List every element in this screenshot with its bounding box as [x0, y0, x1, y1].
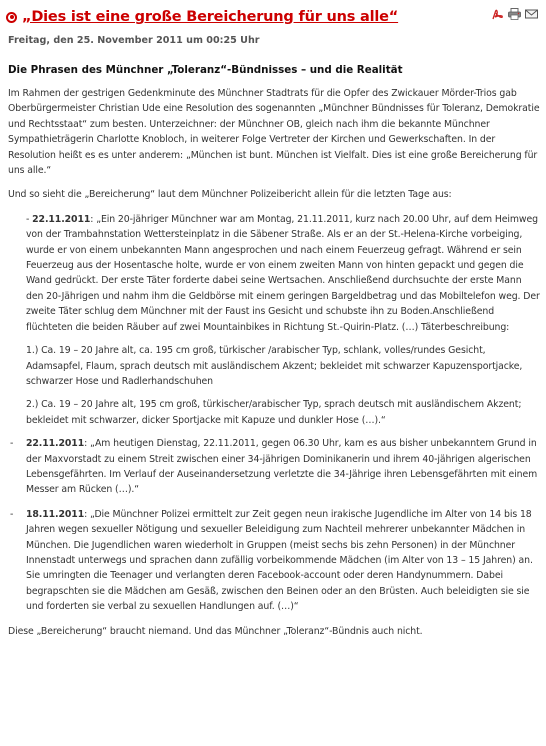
title-row [6, 6, 540, 28]
report-date: 18.11.2011 [26, 508, 85, 520]
article-title[interactable]: „Dies ist eine große Bereicherung für uns alle“ [22, 9, 399, 25]
closing-paragraph: Diese „Bereicherung“ braucht niemand. Und das Münchner „Toleranz“-Bündnis auch nicht. [8, 625, 423, 637]
radio-bullet-icon [6, 12, 17, 23]
report-item [6, 507, 540, 615]
report-text [26, 212, 540, 335]
report-dash: - [10, 438, 14, 450]
report-dash: - [26, 213, 30, 225]
lead-paragraph: Und so sieht die „Bereicherung“ laut dem Münchner Polizeibericht allein für die letzten Tage aus: [8, 189, 452, 201]
report-body: : „Am heutigen Dienstag, 22.11.2011, gegen 06.30 Uhr, kam es aus bisher unbekanntem Grund in der Maxvorstadt zu einem Streit zwischen einer 34-jährigen Dominikanerin und ihrem 40-jährigen algerischen Lebensgefährten. Im Verlauf der Auseinandersetzung verletzte die 34-Jährige ihren Lebensgefährten mit einem Messer am Rücken (…).“ [26, 438, 538, 496]
report-body: : „Die Münchner Polizei ermittelt zur Zeit gegen neun irakische Jugendliche im Alter von 14 bis 18 Jahren wegen sexueller Nötigung und sexueller Beleidigung zum Nachteil mehrerer unbekannter Mädchen in München. Die Jugendlichen waren wiederholt in Gruppen (meist sechs bis zehn Personen) in der Münchner Innenstadt unterwegs und sprachen dann zufällig vorbeikommende Mädchen (im Alter von 13 – 15 Jahren) an. Sie umringten die Teenager und verlangten deren Facebook-account oder deren Handynummern. Dabei begrapschten sie die Mädchen am Gesäß, zwischen den Beinen oder an den Brüsten. Auch beleidigten sie sie und forderten sie verbal zu sexuellen Handlungen auf. (…)“ [26, 508, 533, 613]
article-subheading: Die Phrasen des Münchner „Toleranz“-Bündnisses – und die Realität [8, 64, 403, 76]
pdf-icon[interactable] [491, 8, 504, 20]
report-text [26, 436, 540, 498]
report-body: : „Ein 20-jähriger Münchner war am Montag, 21.11.2011, kurz nach 20.00 Uhr, auf dem Heimweg von der Trambahnstation Wettersteinplatz in die Säbener Straße. Als er an der St.-Helena-Kirche vorbeiging, wurde er von einem unbekannten Mann angesprochen und nach einem Feuerzeug gefragt. Während er sein Feuerzeug aus der Hosentasche holte, wurde er von einem zweiten Mann von hinten gepackt und gegen die Wand gedrückt. Der erste Täter forderte dabei seine Wertsachen. Anschließend durchsuchte der erste Mann den 20-Jährigen und nahm ihm die Geldbörse mit einem geringen Bargeldbetrag und das Mobiltelefon weg. Der zweite Täter schlug dem Münchner mit der Faust ins Gesicht und schubste ihn zu Boden.Anschließend flüchteten die beiden Räuber auf zwei Mountainbikes in Richtung St.-Quirin-Platz. (…) Täterbeschreibung: [26, 213, 540, 333]
report-item [6, 212, 540, 428]
suspect-description-1: 1.) Ca. 19 – 20 Jahre alt, ca. 195 cm groß, türkischer /arabischer Typ, schlank, volles/rundes Gesicht, Adamsapfel, Flaum, sprach deutsch mit ausländischem Akzent; bekleidet mit schwarzer Kapuzensportjacke, schwarzer Hose und Radlerhandschuhen [26, 345, 523, 387]
report-text [26, 507, 540, 615]
suspect-description-2: 2.) Ca. 19 – 20 Jahre alt, 195 cm groß, türkischer/arabischer Typ, sprach deutsch mit ausländischem Akzent; bekleidet mit schwarzer, dicker Sportjacke mit Kapuze und dunkler Hose (…).“ [26, 399, 522, 426]
report-date: 22.11.2011 [32, 213, 91, 225]
email-icon[interactable] [525, 8, 538, 20]
report-item [6, 436, 540, 498]
report-dash: - [10, 508, 14, 520]
report-date: 22.11.2011 [26, 438, 85, 450]
print-icon[interactable] [508, 8, 521, 20]
intro-paragraph: Im Rahmen der gestrigen Gedenkminute des Münchner Stadtrats für die Opfer des Zwickauer Mörder-Trios gab Oberbürgermeister Christian Ude eine Resolution des sogenannten „Münchner Bündnisses für Toleranz, Demokratie und Rechtsstaat“ zum besten. Unterzeichner: der Münchner OB, gleich nach ihm die bekannte Münchner Sympathieträgerin Charlotte Knobloch, in weiterer Folge Vertreter der Kirchen und Gewerkschaften. In der Resolution heißt es es unter anderem: „München ist bunt. München ist Vielfalt. Dies ist eine große Bereicherung für uns alle.“ [8, 88, 540, 177]
publish-date: Freitag, den 25. November 2011 um 00:25 Uhr [8, 35, 260, 46]
article-tools [491, 8, 538, 20]
